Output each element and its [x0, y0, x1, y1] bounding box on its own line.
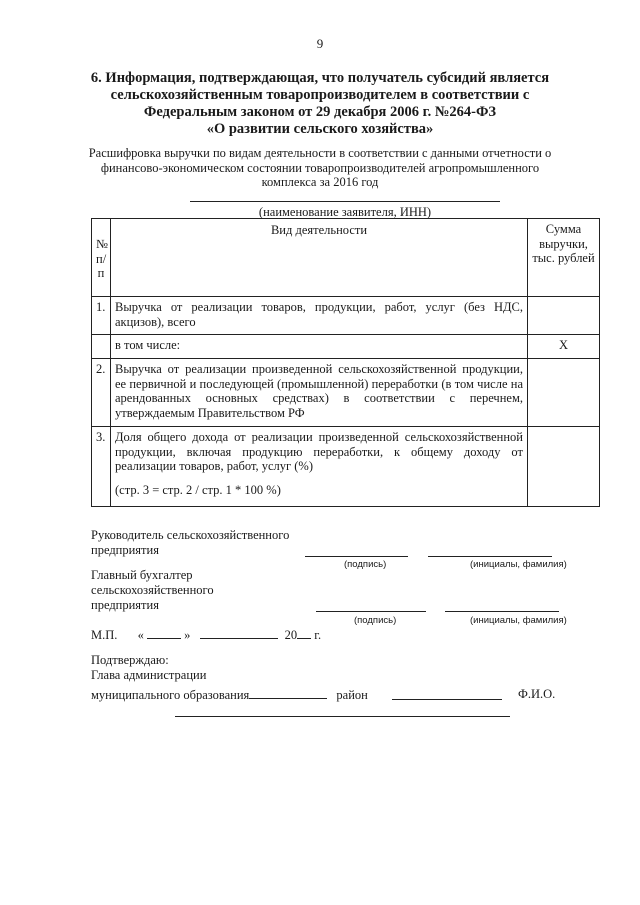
- head-initials-line[interactable]: [428, 556, 552, 557]
- row-value-cell: Х: [528, 335, 600, 359]
- applicant-name-line[interactable]: [190, 201, 500, 202]
- head-title-line1: Руководитель сельскохозяйственного: [91, 528, 290, 542]
- date-day-field[interactable]: [147, 627, 181, 639]
- accountant-title-line1: Главный бухгалтер: [91, 568, 193, 582]
- row-value-cell[interactable]: [528, 359, 600, 427]
- row-number: 1.: [92, 297, 111, 335]
- stamp-mp: М.П.: [91, 628, 118, 642]
- title-line: сельскохозяйственным товаропроизводителем в соответствии с: [110, 87, 530, 103]
- admin-signature-line[interactable]: [392, 699, 502, 700]
- admin-head-label: Глава администрации: [91, 668, 207, 682]
- municipality-field[interactable]: [249, 687, 327, 699]
- stamp-date-line: [91, 627, 321, 643]
- applicant-caption: (наименование заявителя, ИНН): [258, 205, 432, 219]
- header-revenue-sum: [528, 219, 600, 297]
- head-title-line2: предприятия: [91, 543, 159, 557]
- title-line: 6. Информация, подтверждающая, что получатель субсидий является: [90, 70, 550, 86]
- accountant-title-line3: предприятия: [91, 598, 159, 612]
- revenue-table: [91, 218, 600, 507]
- header-number-symbol: №: [96, 237, 108, 251]
- header-activity-type: Вид деятельности: [111, 219, 528, 297]
- municipality-label: муниципального образования: [91, 688, 250, 702]
- date-year-suffix: г.: [314, 628, 322, 642]
- district-label: район: [336, 688, 368, 702]
- head-signature-caption: (подпись): [344, 559, 387, 570]
- table-row: [92, 335, 600, 359]
- head-signature-line[interactable]: [305, 556, 408, 557]
- row-activity-text: Доля общего дохода от реализации произведенной сельскохозяйственной продукции, включая продукцию переработки, к общему доходу от реализации товаров, работ, услуг (%): [115, 430, 523, 473]
- table-row: [92, 359, 600, 427]
- accountant-signature-line[interactable]: [316, 611, 426, 612]
- accountant-initials-caption: (инициалы, фамилия): [470, 615, 567, 626]
- confirm-label: Подтверждаю:: [91, 653, 169, 667]
- title-line: «О развитии сельского хозяйства»: [206, 121, 434, 137]
- date-year-field[interactable]: [297, 627, 311, 639]
- municipality-line: [91, 687, 368, 703]
- head-initials-caption: (инициалы, фамилия): [470, 559, 567, 570]
- date-month-field[interactable]: [200, 627, 278, 639]
- row-number: 3.: [92, 427, 111, 507]
- header-number: [92, 219, 111, 297]
- table-row: [92, 297, 600, 335]
- row-number: 2.: [92, 359, 111, 427]
- row-activity: [111, 427, 528, 507]
- row-activity: Выручка от реализации произведенной сельскохозяйственной продукции, ее первичной и последующей (промышленной) переработки (в том числе на арендованных основных средствах) в соответствии с перечнем, утверждаемым Правительством РФ: [111, 359, 528, 427]
- row-activity: Выручка от реализации товаров, продукции, работ, услуг (без НДС, акцизов), всего: [111, 297, 528, 335]
- page-number: 9: [316, 36, 324, 51]
- header-sum-line: тыс. рублей: [532, 251, 595, 265]
- table-row: [92, 427, 600, 507]
- document-subtitle: [80, 146, 560, 190]
- bottom-rule: [175, 716, 510, 717]
- date-close-quote: »: [184, 628, 191, 642]
- header-sum-line: Сумма: [545, 222, 582, 236]
- date-open-quote: «: [137, 628, 144, 642]
- title-line: Федеральным законом от 29 декабря 2006 г. №264-ФЗ: [143, 104, 497, 120]
- fio-label: Ф.И.О.: [518, 687, 556, 701]
- table-header-row: [92, 219, 600, 297]
- subtitle-line: Расшифровка выручки по видам деятельности в соответствии с данными отчетности о: [88, 146, 552, 160]
- row-formula: (стр. 3 = стр. 2 / стр. 1 * 100 %): [115, 482, 281, 497]
- accountant-signature-caption: (подпись): [354, 615, 397, 626]
- accountant-initials-line[interactable]: [445, 611, 559, 612]
- subtitle-line: комплекса за 2016 год: [261, 175, 379, 189]
- row-number: [92, 335, 111, 359]
- row-value-cell[interactable]: [528, 297, 600, 335]
- row-activity: в том числе:: [111, 335, 528, 359]
- date-year-prefix: 20: [284, 628, 298, 642]
- row-value-cell[interactable]: [528, 427, 600, 507]
- header-number-abbr: п/п: [96, 251, 107, 280]
- subtitle-line: финансово-экономическом состоянии товаропроизводителей агропромышленного: [100, 160, 540, 175]
- document-title: [60, 70, 580, 138]
- accountant-title-line2: сельскохозяйственного: [91, 583, 214, 597]
- header-sum-line: выручки,: [539, 236, 588, 251]
